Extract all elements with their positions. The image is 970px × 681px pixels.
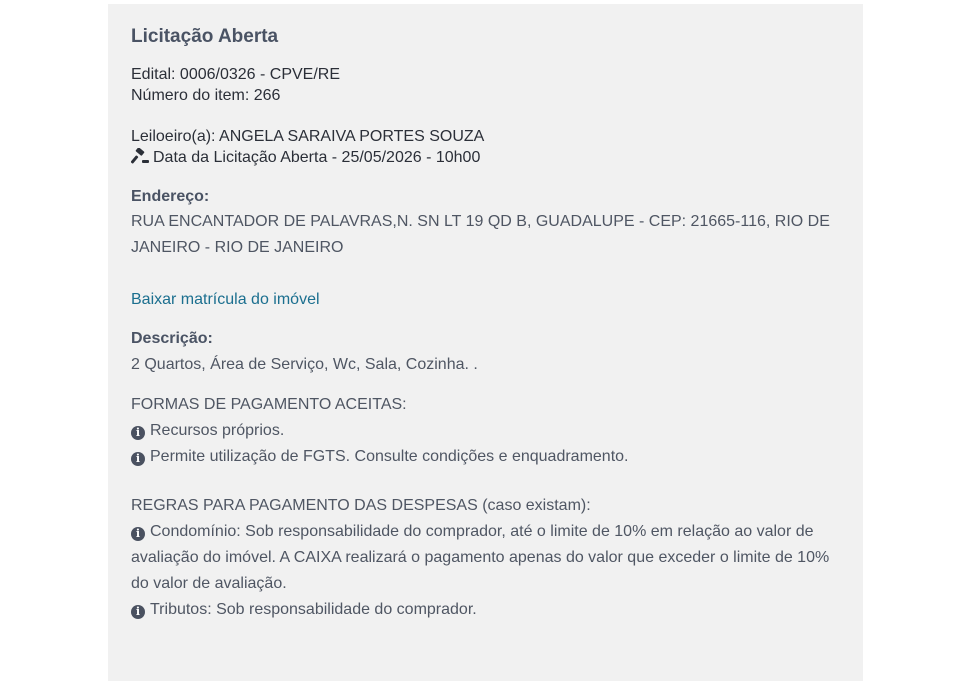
- page-title: Licitação Aberta: [131, 26, 279, 47]
- expense-rules-heading: REGRAS PARA PAGAMENTO DAS DESPESAS (caso existam):: [131, 497, 591, 514]
- property-detail-panel: [108, 4, 863, 681]
- gavel-icon: [131, 148, 149, 164]
- download-registration-link[interactable]: Baixar matrícula do imóvel: [131, 291, 320, 308]
- auction-date-text: Data da Licitação Aberta - 25/05/2026 - 10h00: [153, 149, 481, 166]
- payment-method-text: Recursos próprios.: [150, 422, 285, 439]
- expense-rules-section: [131, 493, 843, 623]
- info-circle-icon: i: [131, 527, 145, 541]
- list-item: [131, 418, 841, 444]
- info-circle-icon: i: [131, 452, 145, 466]
- edital-text: Edital: 0006/0326 - CPVE/RE: [131, 66, 341, 83]
- expense-rule-text: Tributos: Sob responsabilidade do comprador.: [150, 601, 477, 618]
- auctioneer-text: Leiloeiro(a): ANGELA SARAIVA PORTES SOUZA: [131, 128, 485, 145]
- auction-block: [131, 126, 841, 168]
- address-label: Endereço:: [131, 188, 210, 205]
- list-item: [131, 519, 843, 597]
- info-circle-icon: i: [131, 426, 145, 440]
- payment-method-text: Permite utilização de FGTS. Consulte condições e enquadramento.: [150, 448, 629, 465]
- address-text: RUA ENCANTADOR DE PALAVRAS,N. SN LT 19 QD B, GUADALUPE - CEP: 21665-116, RIO DE JANEIRO - RIO DE JANEIRO: [131, 213, 830, 256]
- description-label: Descrição:: [131, 330, 213, 347]
- edital-block: [131, 64, 841, 106]
- info-circle-icon: i: [131, 605, 145, 619]
- payment-methods-heading: FORMAS DE PAGAMENTO ACEITAS:: [131, 396, 407, 413]
- list-item: [131, 444, 841, 470]
- auction-date-row: [131, 147, 841, 168]
- list-item: [131, 597, 843, 623]
- expense-rule-text: Condomínio: Sob responsabilidade do comprador, até o limite de 10% em relação ao valor de avaliação do imóvel. A CAIXA realizará o pagamento apenas do valor que exceder o limite de 10% do valor de avaliação.: [131, 523, 830, 592]
- item-number-text: Número do item: 266: [131, 87, 281, 104]
- payment-methods-section: [131, 392, 841, 470]
- description-text: 2 Quartos, Área de Serviço, Wc, Sala, Cozinha. .: [131, 356, 478, 373]
